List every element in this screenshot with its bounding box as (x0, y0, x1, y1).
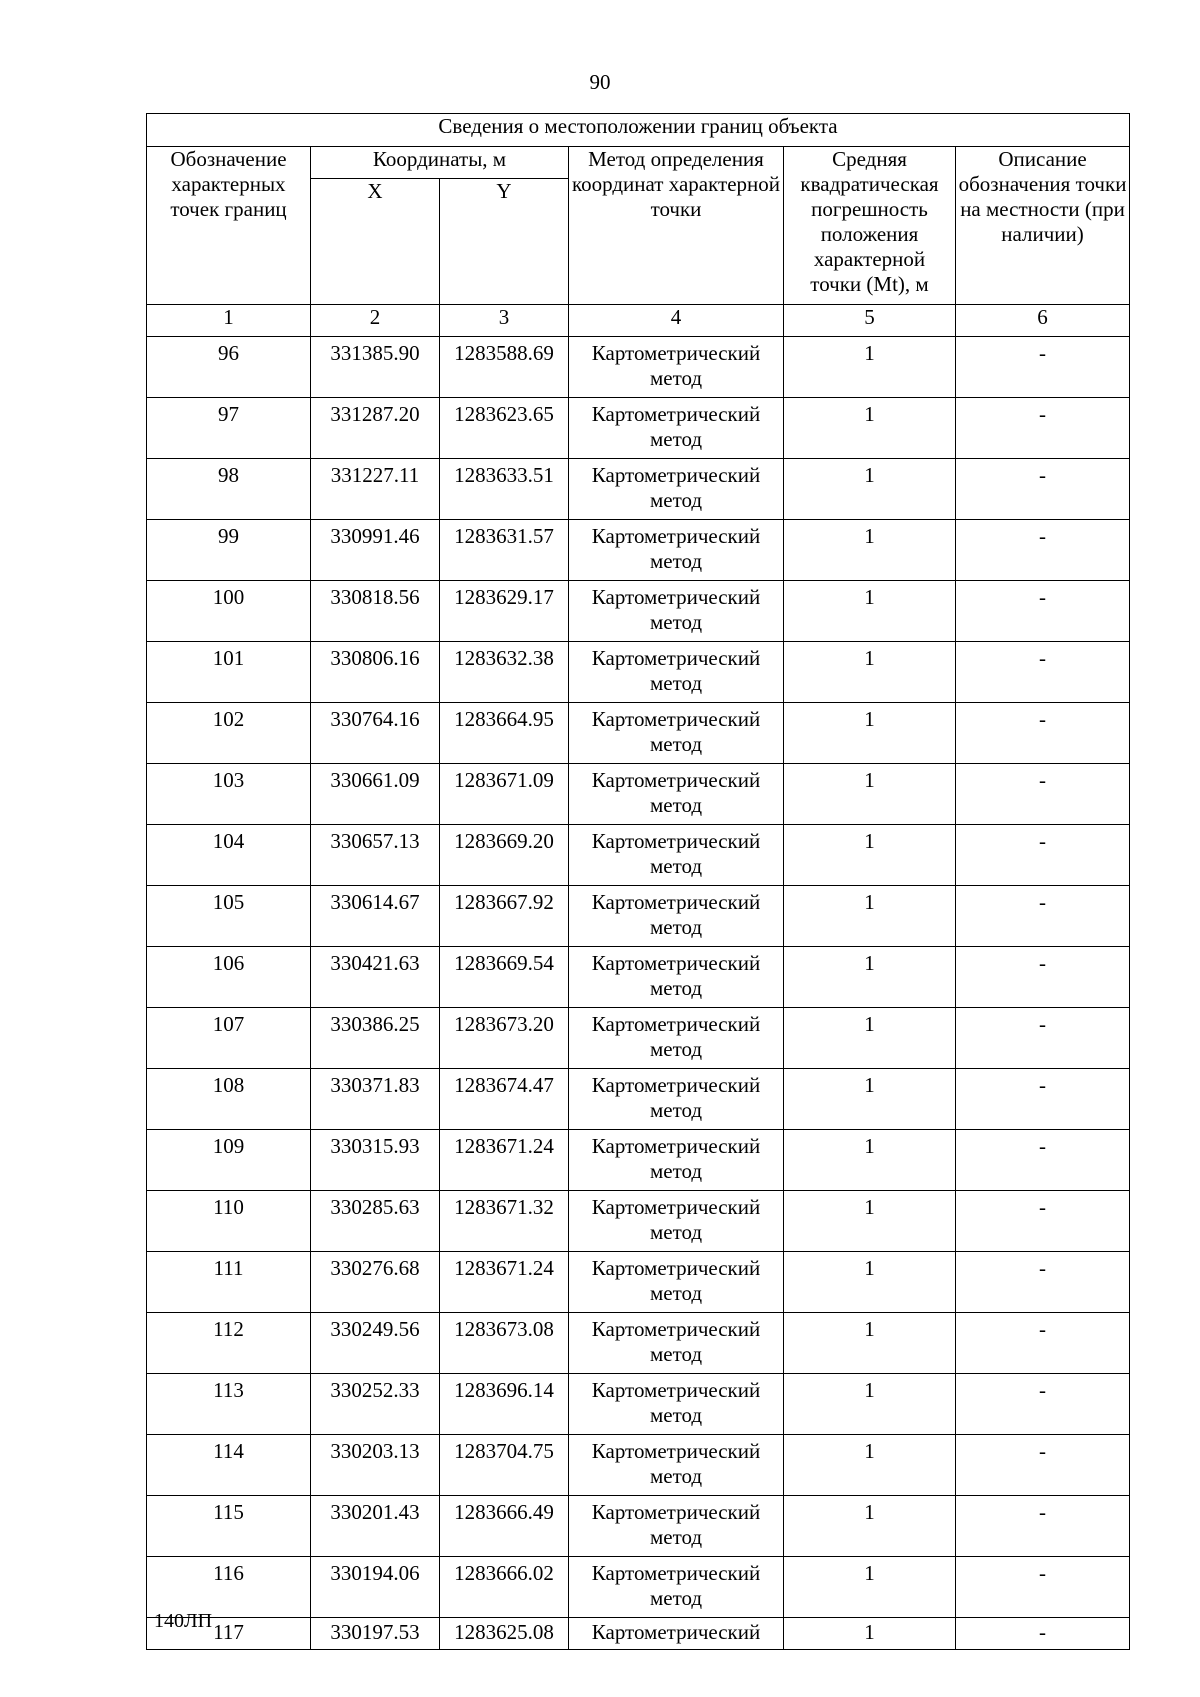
column-number: 2 (311, 305, 440, 337)
method-line-1: Картометрический (591, 463, 761, 487)
point-cell: 106 (147, 947, 311, 1008)
method-line-1: Картометрический (591, 1561, 761, 1585)
method-line-2: метод (649, 1098, 703, 1122)
description-cell: - (956, 459, 1130, 520)
table-row (147, 764, 1130, 825)
y-cell: 1283671.09 (440, 764, 569, 825)
method-cell (569, 1069, 784, 1130)
document-code: 140ЛП (154, 1610, 213, 1632)
method-line-2: метод (649, 1403, 703, 1427)
error-cell: 1 (784, 764, 956, 825)
method-line-1: Картометрический (591, 524, 761, 548)
method-line-2: метод (649, 671, 703, 695)
x-cell: 330661.09 (311, 764, 440, 825)
error-cell: 1 (784, 398, 956, 459)
y-cell: 1283588.69 (440, 337, 569, 398)
point-cell: 97 (147, 398, 311, 459)
point-cell: 112 (147, 1313, 311, 1374)
method-line-1: Картометрический (591, 1012, 761, 1036)
method-line-2: метод (649, 1159, 703, 1183)
header-y: Y (440, 179, 569, 305)
table-row (147, 1252, 1130, 1313)
table-row (147, 1069, 1130, 1130)
y-cell: 1283671.24 (440, 1252, 569, 1313)
method-line-2: метод (649, 915, 703, 939)
table-row (147, 581, 1130, 642)
method-line-1: Картометрический (591, 951, 761, 975)
point-cell: 96 (147, 337, 311, 398)
method-cell (569, 337, 784, 398)
table-row (147, 1008, 1130, 1069)
point-cell: 110 (147, 1191, 311, 1252)
method-line-1: Картометрический (591, 1134, 761, 1158)
x-cell: 330194.06 (311, 1557, 440, 1618)
method-line-1: Картометрический (591, 1378, 761, 1402)
description-cell: - (956, 1191, 1130, 1252)
error-cell: 1 (784, 337, 956, 398)
method-line-1: Картометрический (591, 585, 761, 609)
method-cell (569, 1435, 784, 1496)
x-cell: 330315.93 (311, 1130, 440, 1191)
y-cell: 1283623.65 (440, 398, 569, 459)
x-cell: 330249.56 (311, 1313, 440, 1374)
table-row (147, 825, 1130, 886)
table-row (147, 1191, 1130, 1252)
y-cell: 1283696.14 (440, 1374, 569, 1435)
x-cell: 330818.56 (311, 581, 440, 642)
y-cell: 1283625.08 (440, 1618, 569, 1650)
y-cell: 1283629.17 (440, 581, 569, 642)
description-cell: - (956, 1313, 1130, 1374)
x-cell: 330764.16 (311, 703, 440, 764)
table-title: Сведения о местоположении границ объекта (147, 114, 1130, 147)
method-cell (569, 947, 784, 1008)
header-designation: Обозначение характерных точек границ (147, 147, 311, 305)
method-cell (569, 1557, 784, 1618)
description-cell: - (956, 886, 1130, 947)
y-cell: 1283673.20 (440, 1008, 569, 1069)
method-line-2: метод (649, 976, 703, 1000)
method-cell (569, 1496, 784, 1557)
table-row (147, 459, 1130, 520)
x-cell: 330657.13 (311, 825, 440, 886)
error-cell: 1 (784, 642, 956, 703)
column-number: 6 (956, 305, 1130, 337)
boundary-points-table (146, 113, 1130, 1650)
point-cell: 102 (147, 703, 311, 764)
error-cell: 1 (784, 825, 956, 886)
x-cell: 330252.33 (311, 1374, 440, 1435)
error-cell: 1 (784, 1069, 956, 1130)
method-cell (569, 1252, 784, 1313)
column-number: 3 (440, 305, 569, 337)
x-cell: 331385.90 (311, 337, 440, 398)
error-cell: 1 (784, 459, 956, 520)
point-cell: 108 (147, 1069, 311, 1130)
y-cell: 1283671.24 (440, 1130, 569, 1191)
method-line-2: метод (649, 793, 703, 817)
description-cell: - (956, 1008, 1130, 1069)
method-cell (569, 825, 784, 886)
method-line-1: Картометрический (591, 1439, 761, 1463)
point-cell: 114 (147, 1435, 311, 1496)
method-line-1: Картометрический (591, 890, 761, 914)
error-cell: 1 (784, 1435, 956, 1496)
method-line-1: Картометрический (591, 1256, 761, 1280)
method-cell (569, 642, 784, 703)
description-cell: - (956, 1069, 1130, 1130)
point-cell: 115 (147, 1496, 311, 1557)
method-line-1: Картометрический (591, 646, 761, 670)
method-line-1: Картометрический (591, 1073, 761, 1097)
point-cell: 107 (147, 1008, 311, 1069)
method-cell (569, 1374, 784, 1435)
error-cell: 1 (784, 1496, 956, 1557)
table-row (147, 886, 1130, 947)
description-cell: - (956, 642, 1130, 703)
error-cell: 1 (784, 1374, 956, 1435)
point-cell: 104 (147, 825, 311, 886)
x-cell: 330285.63 (311, 1191, 440, 1252)
table-row (147, 1557, 1130, 1618)
point-cell: 116 (147, 1557, 311, 1618)
method-cell (569, 1191, 784, 1252)
table-row (147, 398, 1130, 459)
error-cell: 1 (784, 581, 956, 642)
method-line-2: метод (649, 610, 703, 634)
method-line-2: метод (649, 1586, 703, 1610)
method-line-2: метод (649, 1037, 703, 1061)
method-line-1: Картометрический (591, 829, 761, 853)
method-line-2: метод (649, 1464, 703, 1488)
error-cell: 1 (784, 1130, 956, 1191)
y-cell: 1283674.47 (440, 1069, 569, 1130)
x-cell: 330991.46 (311, 520, 440, 581)
x-cell: 330197.53 (311, 1618, 440, 1650)
point-cell: 100 (147, 581, 311, 642)
y-cell: 1283666.02 (440, 1557, 569, 1618)
method-line-2: метод (649, 854, 703, 878)
table-row (147, 1435, 1130, 1496)
method-cell (569, 1130, 784, 1191)
point-cell: 98 (147, 459, 311, 520)
method-line-1: Картометрический (591, 1500, 761, 1524)
method-cell (569, 520, 784, 581)
description-cell: - (956, 520, 1130, 581)
method-line-1: Картометрический (591, 768, 761, 792)
x-cell: 331227.11 (311, 459, 440, 520)
point-cell: 103 (147, 764, 311, 825)
table-body (147, 337, 1130, 1650)
method-line-2: метод (649, 1281, 703, 1305)
description-cell: - (956, 1252, 1130, 1313)
method-line-2: метод (649, 427, 703, 451)
error-cell: 1 (784, 703, 956, 764)
method-cell: Картометрический (569, 1618, 784, 1650)
point-cell: 109 (147, 1130, 311, 1191)
description-cell: - (956, 1557, 1130, 1618)
column-number: 1 (147, 305, 311, 337)
description-cell: - (956, 703, 1130, 764)
error-cell: 1 (784, 1008, 956, 1069)
header-error: Средняя квадратическая погрешность положения характерной точки (Mt), м (784, 147, 956, 305)
table-row (147, 703, 1130, 764)
method-line-2: метод (649, 1525, 703, 1549)
table-row (147, 1130, 1130, 1191)
table-row (147, 947, 1130, 1008)
description-cell: - (956, 1496, 1130, 1557)
y-cell: 1283633.51 (440, 459, 569, 520)
method-line-1: Картометрический (591, 402, 761, 426)
error-cell: 1 (784, 1618, 956, 1650)
header-coordinates: Координаты, м (311, 147, 569, 179)
error-cell: 1 (784, 886, 956, 947)
y-cell: 1283669.54 (440, 947, 569, 1008)
x-cell: 330614.67 (311, 886, 440, 947)
table-row (147, 520, 1130, 581)
error-cell: 1 (784, 1191, 956, 1252)
y-cell: 1283632.38 (440, 642, 569, 703)
description-cell: - (956, 947, 1130, 1008)
method-line-2: метод (649, 732, 703, 756)
error-cell: 1 (784, 1252, 956, 1313)
method-cell (569, 1008, 784, 1069)
table-row (147, 1618, 1130, 1650)
point-cell: 101 (147, 642, 311, 703)
table-row (147, 1496, 1130, 1557)
x-cell: 330201.43 (311, 1496, 440, 1557)
description-cell: - (956, 581, 1130, 642)
method-cell (569, 764, 784, 825)
description-cell: - (956, 398, 1130, 459)
header-x: X (311, 179, 440, 305)
method-line-2: метод (649, 366, 703, 390)
method-line-2: метод (649, 1220, 703, 1244)
x-cell: 330371.83 (311, 1069, 440, 1130)
x-cell: 330276.68 (311, 1252, 440, 1313)
table-row (147, 1374, 1130, 1435)
column-number: 4 (569, 305, 784, 337)
point-cell: 105 (147, 886, 311, 947)
y-cell: 1283671.32 (440, 1191, 569, 1252)
method-line-2: метод (649, 1342, 703, 1366)
method-line-1: Картометрический (591, 1317, 761, 1341)
header-method: Метод определения координат характерной точки (569, 147, 784, 305)
y-cell: 1283704.75 (440, 1435, 569, 1496)
point-cell: 99 (147, 520, 311, 581)
method-cell (569, 1313, 784, 1374)
method-line-2: метод (649, 488, 703, 512)
y-cell: 1283669.20 (440, 825, 569, 886)
error-cell: 1 (784, 520, 956, 581)
x-cell: 330421.63 (311, 947, 440, 1008)
error-cell: 1 (784, 947, 956, 1008)
y-cell: 1283664.95 (440, 703, 569, 764)
y-cell: 1283666.49 (440, 1496, 569, 1557)
column-number: 5 (784, 305, 956, 337)
method-line-1: Картометрический (591, 707, 761, 731)
description-cell: - (956, 1618, 1130, 1650)
error-cell: 1 (784, 1313, 956, 1374)
method-cell (569, 886, 784, 947)
y-cell: 1283673.08 (440, 1313, 569, 1374)
description-cell: - (956, 764, 1130, 825)
method-line-1: Картометрический (591, 341, 761, 365)
table-row (147, 1313, 1130, 1374)
x-cell: 331287.20 (311, 398, 440, 459)
description-cell: - (956, 337, 1130, 398)
description-cell: - (956, 1130, 1130, 1191)
method-line-2: метод (649, 549, 703, 573)
table-row (147, 337, 1130, 398)
header-description: Описание обозначения точки на местности (при наличии) (956, 147, 1130, 305)
x-cell: 330806.16 (311, 642, 440, 703)
x-cell: 330203.13 (311, 1435, 440, 1496)
method-cell (569, 459, 784, 520)
method-cell (569, 581, 784, 642)
point-cell: 113 (147, 1374, 311, 1435)
y-cell: 1283631.57 (440, 520, 569, 581)
description-cell: - (956, 1374, 1130, 1435)
error-cell: 1 (784, 1557, 956, 1618)
method-line-1: Картометрический (591, 1195, 761, 1219)
column-numbers-row (147, 305, 1130, 337)
y-cell: 1283667.92 (440, 886, 569, 947)
description-cell: - (956, 825, 1130, 886)
method-cell (569, 703, 784, 764)
description-cell: - (956, 1435, 1130, 1496)
method-cell (569, 398, 784, 459)
x-cell: 330386.25 (311, 1008, 440, 1069)
page-number: 90 (589, 70, 611, 94)
table-row (147, 642, 1130, 703)
point-cell: 117 (147, 1618, 311, 1650)
point-cell: 111 (147, 1252, 311, 1313)
